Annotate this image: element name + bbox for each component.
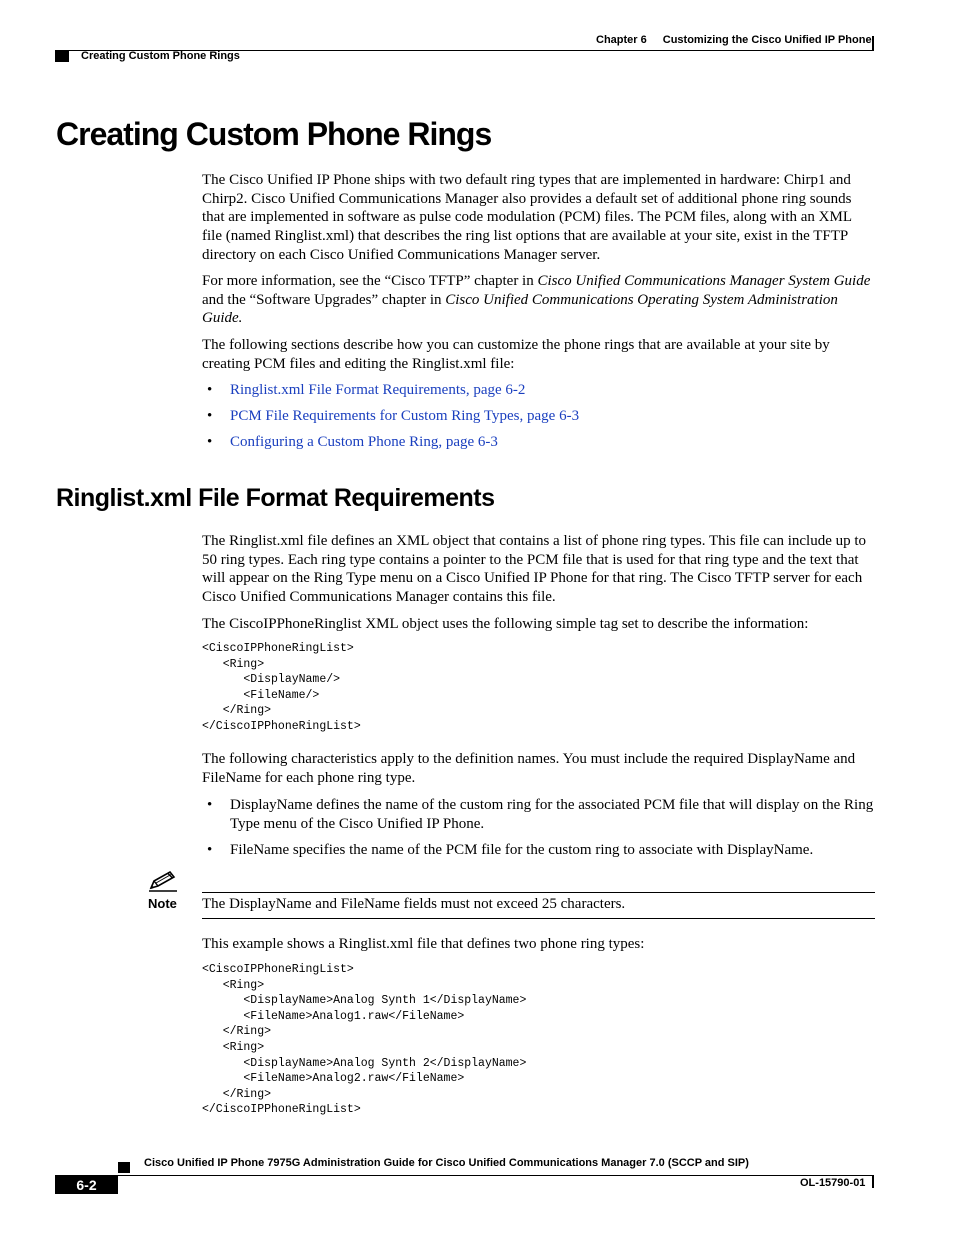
header-square-marker [55, 51, 69, 62]
code-block-tag-set: <CiscoIPPhoneRingList> <Ring> <DisplayName/> <FileName/> </Ring> </CiscoIPPhoneRingList> [202, 642, 361, 733]
more-info-paragraph: For more information, see the “Cisco TFTP” chapter in Cisco Unified Communications Manager System Guide and the “Software Upgrades” chapter in Cisco Unified Communications Operating System Administration Guide. [202, 273, 871, 327]
section-links-list [202, 381, 874, 452]
header-section-title: Creating Custom Phone Rings [81, 50, 240, 62]
note-text: The DisplayName and FileName fields must not exceed 25 characters. [202, 896, 626, 912]
book-title-os-admin-guide: Cisco Unified Communications Operating System Administration Guide. [202, 291, 838, 327]
link-configuring-ring[interactable]: Configuring a Custom Phone Ring, page 6-3 [230, 434, 498, 451]
footer-bar [872, 1176, 874, 1188]
page-number: 6-2 [55, 1176, 118, 1194]
example-paragraph: This example shows a Ringlist.xml file that defines two phone ring types: [202, 936, 645, 952]
footer-square-marker [118, 1162, 130, 1173]
chapter-title: Customizing the Cisco Unified IP Phone [662, 34, 872, 46]
note-top-rule [202, 892, 875, 893]
document-number: OL-15790-01 [800, 1177, 866, 1189]
note-pencil-icon [148, 868, 178, 892]
code-block-example: <CiscoIPPhoneRingList> <Ring> <DisplayName>Analog Synth 1</DisplayName> <FileName>Analog1.raw</FileName> </Ring> <Ring> <DisplayName>Analog Synth 2</DisplayName> <FileName>Analog2.raw</FileName> </Ring> </CiscoIPPhoneRingList> [202, 963, 527, 1117]
footer-rule [55, 1175, 874, 1176]
chapter-number: Chapter 6 [596, 34, 647, 46]
sections-intro-paragraph: The following sections describe how you can customize the phone rings that are available at your site by creating PCM files and editing the Ringlist.xml file: [202, 337, 830, 372]
book-title-system-guide: Cisco Unified Communications Manager System Guide [537, 273, 871, 289]
ringlist-description-paragraph: The Ringlist.xml file defines an XML object that contains a list of phone ring types. This file can include up to 50 ring types. Each ring type contains a pointer to the PCM file that is used for that ring type and the text that will appear on the Ring Type menu on a Cisco Unified IP Phone for that ring. The Cisco TFTP server for each Cisco Unified Communications Manager contains this file. [202, 533, 867, 606]
running-header [596, 34, 872, 46]
tag-set-paragraph: The CiscoIPPhoneRinglist XML object uses the following simple tag set to describe the information: [202, 616, 809, 632]
footer-book-title: Cisco Unified IP Phone 7975G Administration Guide for Cisco Unified Communications Manager 7.0 (SCCP and SIP) [144, 1157, 749, 1169]
header-bar [872, 36, 874, 50]
list-item: • Configuring a Custom Phone Ring, page 6-3 [207, 434, 498, 451]
characteristics-paragraph: The following characteristics apply to the definition names. You must include the required DisplayName and FileName for each phone ring type. [202, 751, 856, 786]
list-item: • PCM File Requirements for Custom Ring Types, page 6-3 [207, 408, 580, 425]
page-title: Creating Custom Phone Rings [56, 116, 492, 152]
note-bottom-rule [202, 918, 875, 919]
intro-paragraph: The Cisco Unified IP Phone ships with two default ring types that are implemented in hardware: Chirp1 and Chirp2. Cisco Unified Communications Manager also provides a default set of additional phone ring sounds that are implemented in software as pulse code modulation (PCM) files. The PCM files, along with an XML file (named Ringlist.xml) that describes the ring list options that are available at your site, exist in the TFTP directory on each Cisco Unified Communications Manager server. [202, 172, 852, 263]
list-item: • Ringlist.xml File Format Requirements, page 6-2 [207, 382, 526, 398]
list-item: • DisplayName defines the name of the custom ring for the associated PCM file that will display on the Ring Type menu of the Cisco Unified IP Phone. [207, 797, 874, 832]
link-pcm-requirements[interactable]: PCM File Requirements for Custom Ring Types, page 6-3 [230, 408, 580, 425]
characteristics-list [202, 796, 874, 860]
note-label: Note [148, 896, 177, 911]
list-item: • FileName specifies the name of the PCM file for the custom ring to associate with DisplayName. [207, 842, 814, 859]
section-heading: Ringlist.xml File Format Requirements [56, 484, 495, 512]
link-ringlist-format[interactable]: Ringlist.xml File Format Requirements, page 6-2 [230, 382, 526, 398]
